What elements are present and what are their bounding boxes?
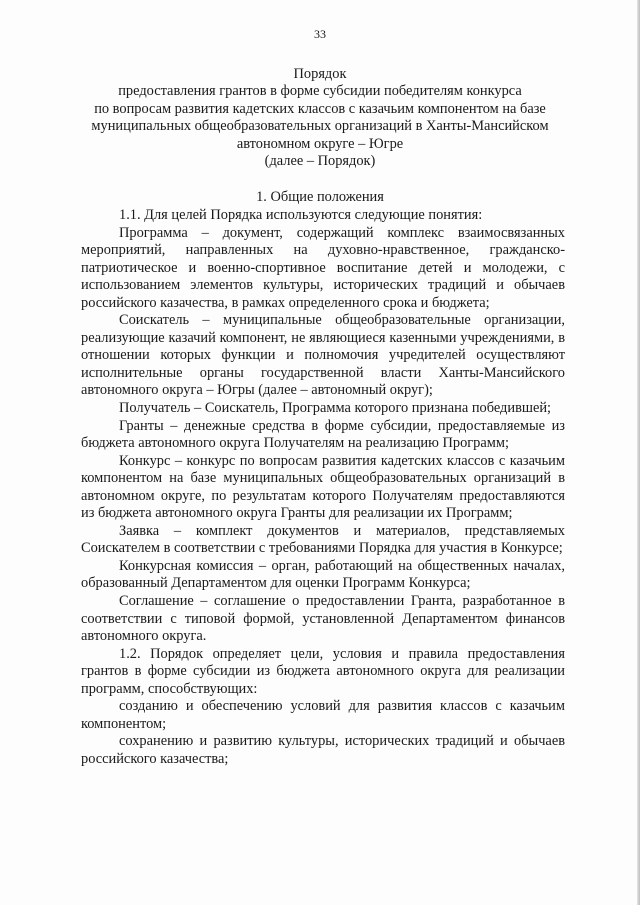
paragraph: 1.2. Порядок определяет цели, условия и правила предоставления грантов в форме субсидии из бюджета автономного округа для реализации программ, способствующих: bbox=[81, 645, 565, 697]
section-heading: 1. Общие положения bbox=[256, 189, 384, 205]
paragraph: сохранению и развитию культуры, исторических традиций и обычаев российского казачества; bbox=[81, 733, 565, 767]
paragraph: Программа – документ, содержащий комплекс взаимосвязанных мероприятий, направленных на духовно-нравственное, гражданско-патриотическое и военно-спортивное воспитание детей и молодежи, с использованием элементов культуры, исторических традиций и обычаев российского казачества, в рамках определенного срока и бюджета; bbox=[81, 224, 565, 311]
title-line: предоставления грантов в форме субсидии победителям конкурса bbox=[118, 83, 522, 100]
paragraph: Соглашение – соглашение о предоставлении Гранта, разработанное в соответствии с типовой формой, установленной Департаментом финансов автономного округа. bbox=[81, 593, 565, 645]
paragraph: Получатель – Соискатель, Программа которого признана победившей; bbox=[119, 400, 552, 417]
paragraph: 1.1. Для целей Порядка используются следующие понятия: bbox=[119, 207, 483, 223]
title-line: автономном округе – Югре bbox=[236, 135, 404, 152]
paragraph: Конкурс – конкурс по вопросам развития кадетских классов с казачьим компонентом на базе муниципальных общеобразовательных организаций в автономном округе, по результатам которого Получателям предоставляются из бюджета автономного округа Гранты для реализации их Программ; bbox=[81, 452, 565, 522]
title-line: муниципальных общеобразовательных организаций в Ханты-Мансийском bbox=[91, 118, 549, 135]
body-text bbox=[81, 207, 565, 769]
paragraph: Гранты – денежные средства в форме субсидии, предоставляемые из бюджета автономного округа Получателям на реализацию Программ; bbox=[81, 417, 565, 452]
title-line: Порядок bbox=[293, 66, 347, 82]
paragraph: созданию и обеспечению условий для развития классов с казачьим компонентом; bbox=[81, 698, 565, 732]
paragraph: Соискатель – муниципальные общеобразовательные организации, реализующие казачий компонент, не являющиеся казенными учреждениями, в отношении которых функции и полномочия учредителей осуществляют исполнительные органы государственной власти Ханты-Мансийского автономного округа – Югры (далее – автономный округ); bbox=[81, 312, 565, 399]
document-title bbox=[60, 66, 580, 170]
title-line: (далее – Порядок) bbox=[264, 153, 376, 170]
page-number: 33 bbox=[314, 27, 326, 41]
title-line: по вопросам развития кадетских классов с казачьим компонентом на базе bbox=[94, 100, 546, 117]
paragraph: Конкурсная комиссия – орган, работающий на общественных началах, образованный Департаментом для оценки Программ Конкурса; bbox=[81, 557, 565, 592]
paragraph: Заявка – комплект документов и материалов, представляемых Соискателем в соответствии с требованиями Порядка для участия в Конкурсе; bbox=[81, 522, 565, 557]
